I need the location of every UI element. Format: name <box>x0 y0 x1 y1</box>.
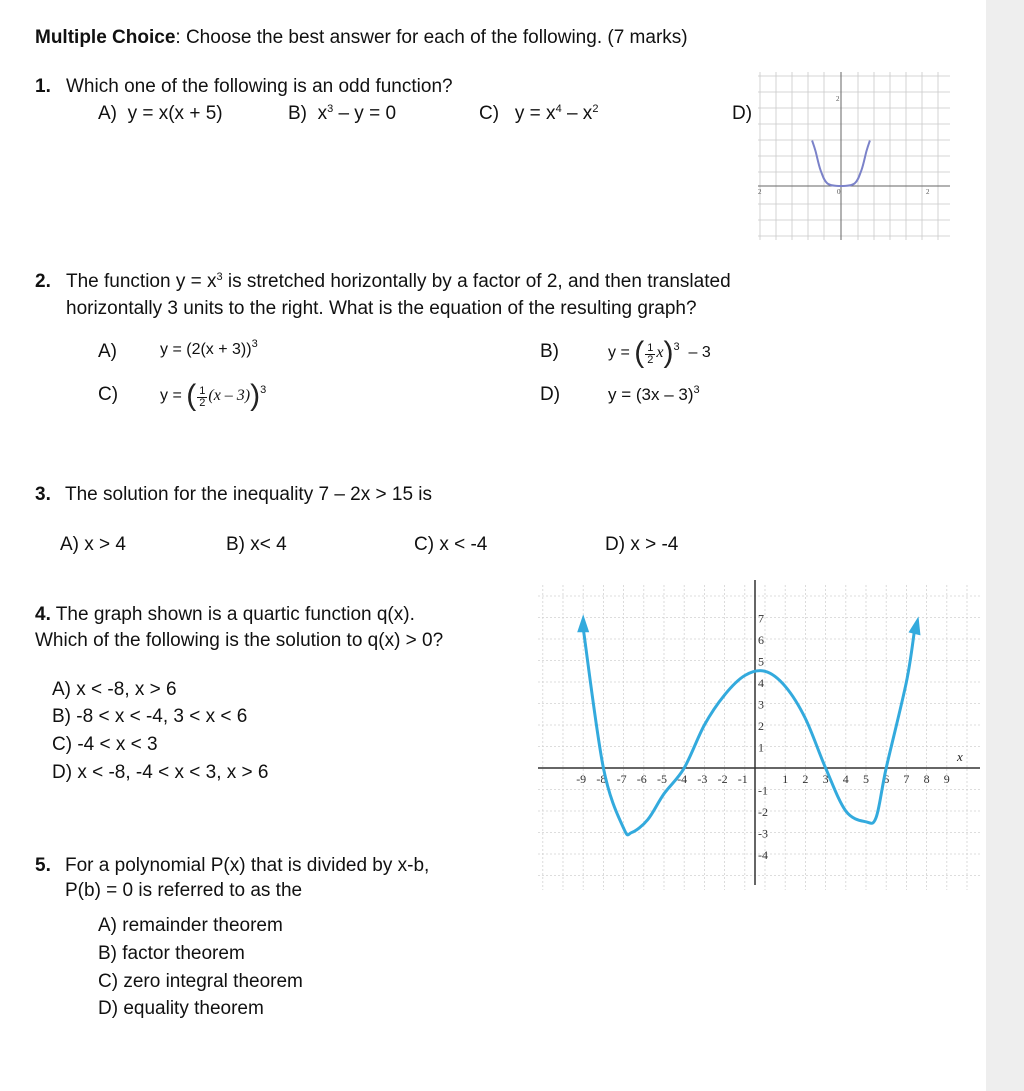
q4-x-tick-label: -3 <box>697 772 708 786</box>
q4-option-a[interactable]: A) x < -8, x > 6 <box>52 679 177 700</box>
q5-option-a[interactable]: A) remainder theorem <box>98 915 283 936</box>
q4-x-tick-label: -6 <box>636 772 647 786</box>
q2-question-line2: horizontally 3 units to the right. What is the equation of the resulting graph? <box>66 298 697 319</box>
q1-option-d[interactable]: D) <box>732 103 753 124</box>
q4-y-tick-label: 3 <box>758 697 764 712</box>
q4-x-tick-label: -4 <box>677 772 688 786</box>
q2-option-d[interactable]: y = (3x – 3)$^3$ <box>608 384 700 404</box>
q5-option-d[interactable]: D) equality theorem <box>98 998 264 1019</box>
q4-y-tick-label: -2 <box>758 805 768 819</box>
q4-option-c[interactable]: C) -4 < x < 3 <box>52 734 158 755</box>
q1-option-c[interactable]: C) $y = x^4 - x^2$ <box>479 103 599 124</box>
q4-x-tick-label: 9 <box>943 772 950 786</box>
q4-x-tick-label: 4 <box>842 772 849 786</box>
q4-question-line2: Which of the following is the solution to q(x) > 0? <box>35 630 444 651</box>
q3-option-a[interactable]: A) x > 4 <box>60 534 126 555</box>
q5-option-b[interactable]: B) factor theorem <box>98 943 245 964</box>
q1-number: 1. <box>35 76 51 97</box>
q5-option-c[interactable]: C) zero integral theorem <box>98 971 303 992</box>
q2-question-line1: The function $y = x^3$ is stretched horizontally by a factor of 2, and then translated <box>66 271 731 292</box>
q1-graph-tick-left: 2 <box>758 188 762 196</box>
q4-x-tick-label: 6 <box>883 772 890 786</box>
q4-x-tick-label: 3 <box>822 772 829 786</box>
q2-number: 2. <box>35 271 51 292</box>
q3-option-d[interactable]: D) x > -4 <box>605 534 679 555</box>
q4-graph-x-axis-label: x <box>957 749 963 764</box>
q2-option-b[interactable]: y = ( $\frac{1}{2}$ x)$^3$ – 3 <box>608 336 711 369</box>
q4-graph-left-arrow <box>577 614 589 632</box>
q5-question-line1: For a polynomial P(x) that is divided by x-b, <box>65 855 430 876</box>
q4-x-tick-label: 5 <box>863 772 869 786</box>
q4-y-tick-label: -4 <box>758 848 768 862</box>
q2-option-c-label[interactable]: C) <box>98 384 119 405</box>
q4-x-tick-label: -9 <box>576 772 587 786</box>
q2-option-a-label[interactable]: A) <box>98 341 117 362</box>
q4-y-tick-label: 1 <box>758 740 764 755</box>
q1-graph-tick-top: 2 <box>836 95 840 103</box>
q4-x-tick-label: -1 <box>737 772 748 786</box>
q2-option-c[interactable]: y = ( $\frac{1}{2}$ (x – 3))$^3$ <box>160 379 267 412</box>
q5-question-line2: P(b) = 0 is referred to as the <box>65 880 303 901</box>
q1-option-a[interactable]: A) y = x(x + 5) <box>98 103 223 124</box>
q4-x-tick-label: -5 <box>657 772 667 786</box>
q4-x-tick-label: -2 <box>717 772 728 786</box>
q2-option-a[interactable]: $y = (2(x + 3))^3$ <box>160 338 258 358</box>
worksheet-heading: Multiple Choice: Choose the best answer for each of the following. (7 marks) <box>35 27 688 48</box>
q4-y-tick-label: 2 <box>758 719 764 733</box>
q4-x-tick-label: 8 <box>923 772 930 786</box>
q3-option-b[interactable]: B) x< 4 <box>226 534 287 555</box>
q3-number: 3. <box>35 484 51 505</box>
q4-x-tick-label: 1 <box>782 772 789 786</box>
q4-graph-y-ticks <box>758 612 768 863</box>
q2-option-d-label[interactable]: D) <box>540 384 561 405</box>
q1-graph-tick-origin: 0 <box>837 188 841 196</box>
q4-x-tick-label: 2 <box>802 772 809 786</box>
q3-option-c[interactable]: C) x < -4 <box>414 534 488 555</box>
q1-option-b[interactable]: B) $x^3 - y = 0$ <box>288 103 397 124</box>
q4-x-tick-label: 7 <box>903 772 910 786</box>
q4-graph-curve <box>583 628 914 835</box>
q1-graph-tick-right: 2 <box>926 188 930 196</box>
q4-x-tick-label: -8 <box>596 772 607 786</box>
q4-question-line1: 4. The graph shown is a quartic function q(x). <box>35 604 415 625</box>
q4-option-d[interactable]: D) x < -8, -4 < x < 3, x > 6 <box>52 762 269 783</box>
q4-y-tick-label: 7 <box>758 611 764 626</box>
q4-graph-right-arrow <box>908 616 920 635</box>
q4-y-tick-label: -3 <box>758 826 768 841</box>
q4-option-b[interactable]: B) -8 < x < -4, 3 < x < 6 <box>52 706 248 727</box>
q4-y-tick-label: 6 <box>758 633 764 647</box>
q4-y-tick-label: -1 <box>758 783 768 798</box>
q1-question: Which one of the following is an odd function? <box>66 76 453 97</box>
q3-question: The solution for the inequality 7 – 2x > 15 is <box>65 484 433 505</box>
q4-y-tick-label: 5 <box>758 654 764 669</box>
q4-y-tick-label: 4 <box>758 676 764 690</box>
q4-x-tick-label: -7 <box>616 772 627 786</box>
q2-option-b-label[interactable]: B) <box>540 341 559 362</box>
q5-number: 5. <box>35 855 51 876</box>
